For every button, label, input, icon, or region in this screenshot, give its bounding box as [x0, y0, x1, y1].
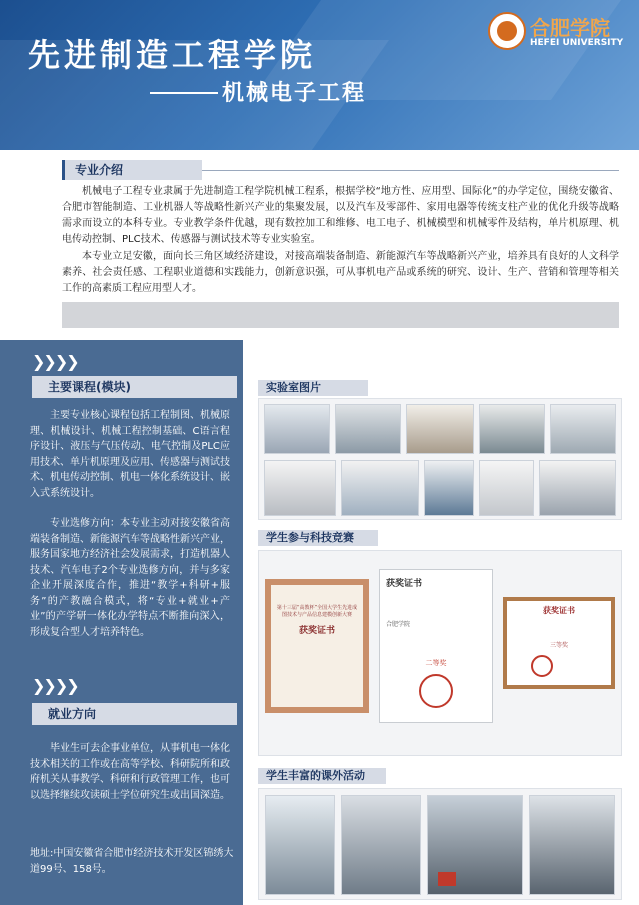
college-title: 先进制造工程学院 [28, 36, 317, 74]
certificate-2 [379, 569, 493, 723]
certificate-heading: 获奖证书 [543, 606, 575, 615]
lab-title: 实验室图片 [258, 380, 368, 396]
career-paragraph: 毕业生可去企事业单位，从事机电一体化技术相关的工作或在高等学校、科研院所和政府机关从事教学、科研和行政管理工作，也可以选择继续攻读硕士学位研究生或出国深造。 [30, 743, 230, 801]
courses-paragraph-2: 专业选修方向：本专业主动对接安徽省高端装备制造、新能源汽车等战略性新兴产业，服务国家地方经济社会发展需求，打造机器人技术、汽车电子2个专业选修方向，并与多家企业开展深度合作，推进“教学+科研+服务”的产教融合模式，将“专业+就业+产业”的产学研一体化办学特点不断推向深入，形成复合型人才培养特色。 [30, 518, 230, 638]
certificate-sub: 合肥学院 [386, 621, 411, 628]
certificate-award: 二等奖 [425, 659, 447, 667]
lab-photo-panel [258, 398, 622, 520]
flag-icon [438, 872, 456, 886]
intro-paragraph-1: 机械电子工程专业隶属于先进制造工程学院机械工程系，根据学校“地方性、应用型、国际化”的办学定位，围绕安徽省、合肥市智能制造、工业机器人等战略性新兴产业的集聚发展，以及汽车及零部件、家用电器等传统支柱产业的优化升级等战略需求而设立的本科专业。专业教学条件优越，现有数控加工和维修、电工电子、机械模型和机械零件及结构，单片机原理、机电传动控制、PLC技术、传感器与测试技术等专业实验室。 [62, 186, 619, 245]
activity-photo-panel [258, 788, 622, 900]
chevrons-icon: ❯❯❯❯ [32, 676, 78, 695]
university-logo [488, 12, 628, 52]
intro-title: 专业介绍 [62, 160, 202, 180]
lab-photo [406, 404, 474, 454]
certificate-heading: 获奖证书 [386, 579, 423, 589]
activity-photo [265, 795, 335, 895]
lab-photo [264, 460, 336, 516]
lab-photo [479, 460, 534, 516]
lab-photo [550, 404, 616, 454]
stamp-icon [419, 674, 453, 708]
intro-paragraph-2: 本专业立足安徽，面向长三角区域经济建设，对接高端装备制造、新能源汽车等战略新兴产业，培养具有良好的人文科学素养、社会责任感、工程职业道德和实践能力，创新意识强，可从事机电产品或系统的研究、设计、生产、营销和管理等相关工作的高素质工程应用型人才。 [62, 251, 619, 294]
lab-photo [264, 404, 330, 454]
lab-photo [539, 460, 616, 516]
lab-photo [341, 460, 419, 516]
lab-photo [424, 460, 474, 516]
activity-photo [529, 795, 615, 895]
lab-photo [479, 404, 545, 454]
certificate-3 [503, 597, 615, 689]
divider-band [62, 302, 619, 328]
logo-name-cn: 合肥学院 [530, 16, 610, 40]
competition-title: 学生参与科技竞赛 [258, 530, 378, 546]
stamp-icon [531, 655, 553, 677]
career-title: 就业方向 [32, 703, 237, 725]
header-banner [0, 0, 639, 150]
certificate-panel [258, 550, 622, 756]
major-title: 机械电子工程 [222, 81, 367, 106]
courses-title: 主要课程(模块) [32, 376, 237, 398]
certificate-sub: 第十三届“高教杯”全国大学生先进成图技术与产品信息建模创新大赛 [276, 605, 358, 618]
logo-name-en: HEFEI UNIVERSITY [530, 38, 624, 48]
certificate-heading: 获奖证书 [298, 626, 335, 636]
title-divider [150, 92, 218, 94]
courses-paragraph-1: 主要专业核心课程包括工程制图、机械原理、机械设计、机械工程控制基础、C语言程序设计、液压与气压传动、电气控制及PLC应用技术、单片机原理及应用、传感器与测试技术、机电传动控制、机电一体化系统设计、嵌入式系统设计。 [30, 410, 230, 499]
intro-rule [202, 170, 619, 171]
address-text: 地址:中国安徽省合肥市经济技术开发区锦绣大道99号、158号。 [30, 848, 234, 875]
lab-photo [335, 404, 401, 454]
chevrons-icon: ❯❯❯❯ [32, 352, 78, 371]
activity-photo [341, 795, 421, 895]
certificate-award: 三等奖 [549, 642, 568, 649]
activities-title: 学生丰富的课外活动 [258, 768, 386, 784]
certificate-1 [265, 579, 369, 713]
activity-photo [427, 795, 523, 895]
seal-icon [488, 12, 526, 50]
